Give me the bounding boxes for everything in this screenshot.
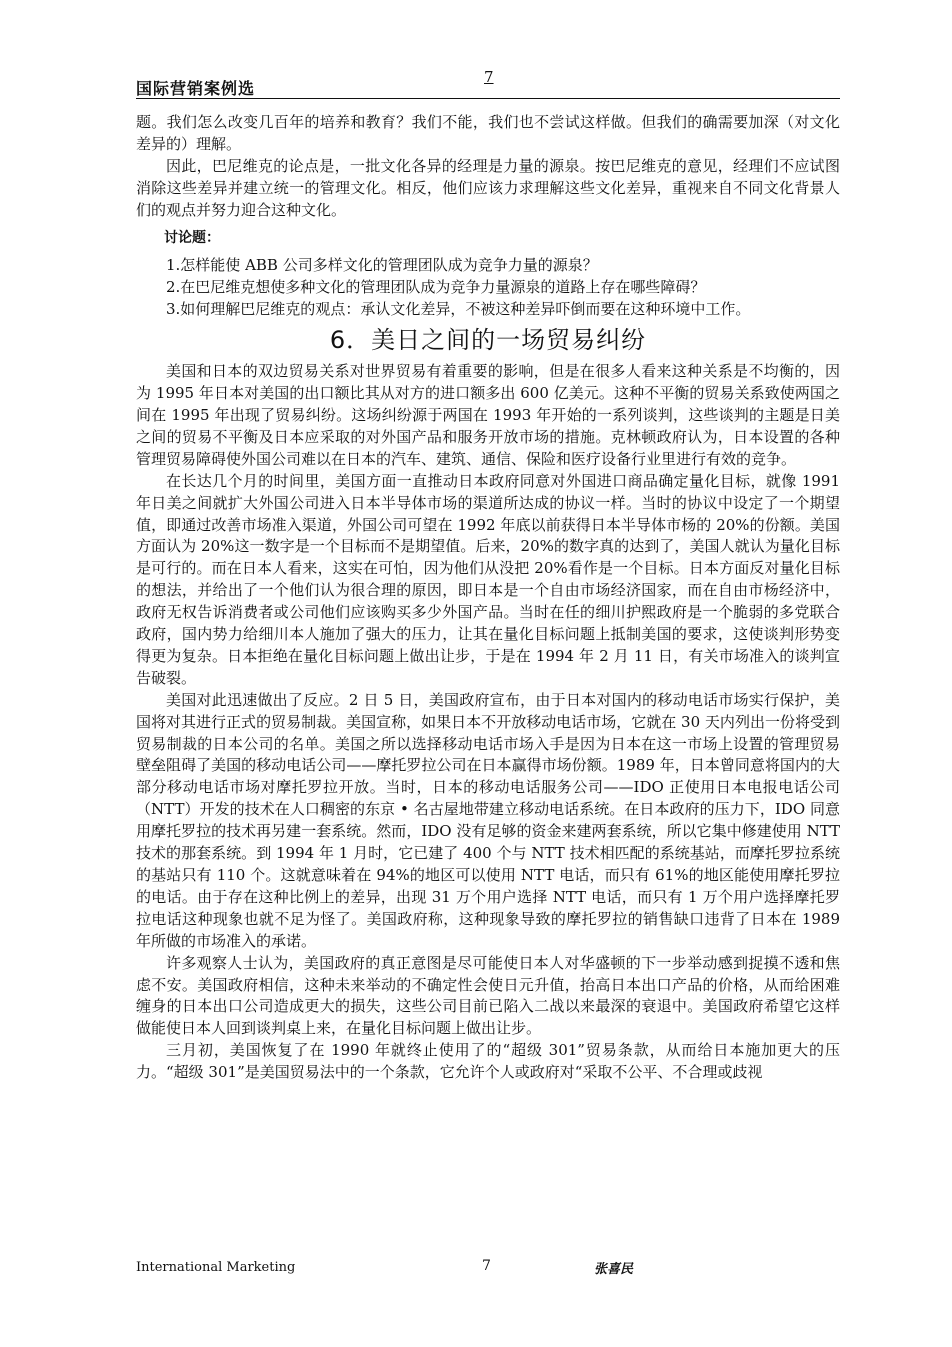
section-paragraph: 许多观察人士认为，美国政府的真正意图是尽可能使日本人对华盛顿的下一步举动感到捉摸不透和焦虑不安。美国政府相信，这种未来举动的不确定性会使日元升值，抬高日本出口产品的价格，从而给困难缠身的日本出口公司造成更大的损失，这些公司目前已陷入二战以来最深的衰退中。美国政府希望它这样做能使日本人回到谈判桌上来，在量化目标问题上做出让步。 (136, 953, 840, 1038)
section-paragraph: 美国和日本的双边贸易关系对世界贸易有着重要的影响，但是在很多人看来这种关系是不均衡的，因为 1995 年日本对美国的出口额比其从对方的进口额多出 600 亿美元。这种不平衡的贸易关系致使两国之间在 1995 年出现了贸易纠纷。这场纠纷源于两国在 1993 年开始的一系列谈判，这些谈判的主题是日美之间的贸易不平衡及日本应采取的对外国产品和服务开放市场的措施。克林顿政府认为，日本设置的各种管理贸易障碍使外国公司难以在日本的汽车、建筑、通信、保险和医疗设备行业里进行有效的竞争。 (136, 362, 840, 468)
section-paragraph: 美国对此迅速做出了反应。2 日 5 日，美国政府宣布，由于日本对国内的移动电话市场实行保护，美国将对其进行正式的贸易制裁。美国宣称，如果日本不开放移动电话市场，它就在 30 天内列出一份将受到贸易制裁的日本公司的名单。美国之所以选择移动电话市场入手是因为日本在这一市场上设置的管理贸易壁垒阻碍了美国的移动电话公司——摩托罗拉公司在日本赢得市场份额。1989 年，日本曾同意将国内的大部分移动电话市场对摩托罗拉开放。当时，日本的移动电话服务公司——IDO 正使用日本电报电话公司（NTT）开发的技术在人口稠密的东京 • 名古屋地带建立移动电话系统。在日本政府的压力下，IDO 同意用摩托罗拉的技术再另建一套系统。然而，IDO 没有足够的资金来建两套系统，所以它集中修建使用 NTT 技术的那套系统。到 1994 年 1 月时，它已建了 400 个与 NTT 技术相匹配的系统基站，而摩托罗拉系统的基站只有 110 个。这就意味着在 94%的地区可以使用 NTT 电话，而只有 61%的地区能使用摩托罗拉的电话。由于存在这种比例上的差异，出现 31 万个用户选择 NTT 电话，而只有 1 万个用户选择摩托罗拉电话这种现象也就不足为怪了。美国政府称，这种现象导致的摩托罗拉的销售缺口违背了日本在 1989 年所做的市场准入的承诺。 (136, 690, 840, 950)
page-footer (136, 1260, 840, 1280)
body-paragraph: 因此，巴尼维克的论点是，一批文化各异的经理是力量的源泉。按巴尼维克的意见，经理们不应试图消除这些差异并建立统一的管理文化。相反，他们应该力求理解这些文化差异，重视来自不同文化背景人们的观点并努力迎合这种文化。 (136, 156, 840, 219)
footer-signature: 张喜民 (594, 1262, 634, 1277)
footer-book-title: International Marketing (136, 1260, 296, 1275)
section-paragraph: 三月初，美国恢复了在 1990 年就终止使用了的“超级 301”贸易条款，从而给日本施加更大的压力。“超级 301”是美国贸易法中的一个条款，它允许个人或政府对“采取不公平、不合理或歧视 (136, 1041, 840, 1082)
discussion-question: 3.如何理解巴尼维克的观点：承认文化差异，不被这种差异吓倒而要在这种环境中工作。 (166, 300, 751, 319)
page-body (136, 112, 840, 1084)
header-title: 国际营销案例选 (136, 79, 256, 98)
section-title: 6．美日之间的一场贸易纠纷 (329, 326, 647, 355)
footer-page-number: 7 (482, 1258, 491, 1274)
discussion-question: 1.怎样能使 ABB 公司多样文化的管理团队成为竞争力量的源泉？ (166, 256, 598, 275)
section-paragraph: 在长达几个月的时间里，美国方面一直推动日本政府同意对外国进口商品确定量化目标，就像 1991 年日美之间就扩大外国公司进入日本半导体市场的渠道所达成的协议一样。当时的协议中设定了一个期望值，即通过改善市场准入渠道，外国公司可望在 1992 年底以前获得日本半导体市杨的 20%的份额。美国方面认为 20%这一数字是一个目标而不是期望值。后来，20%的数字真的达到了，美国人就认为量化目标是可行的。而在日本人看来，这实在可怕，因为他们从没把 20%看作是一个目标。日本方面反对量化目标的想法，并给出了一个他们认为很合理的原因，即日本是一个自由市场经济国家，而在自由市杨经济中，政府无权告诉消费者或公司他们应该购买多少外国产品。当时在任的细川护熙政府是一个脆弱的多党联合政府，国内势力给细川本人施加了强大的压力，让其在量化目标问题上抵制美国的要求，这使谈判形势变得更为复杂。日本拒绝在量化目标问题上做出让步，于是在 1994 年 2 月 11 日，有关市场准入的谈判宣告破裂。 (136, 471, 840, 687)
discussion-title: 讨论题： (164, 229, 220, 246)
header-page-number: 7 (484, 68, 494, 86)
discussion-question: 2.在巴尼维克想使多种文化的管理团队成为竞争力量源泉的道路上存在哪些障碍？ (166, 278, 706, 297)
body-paragraph: 题。我们怎么改变几百年的培养和教育？我们不能，我们也不尝试这样做。但我们的确需要加深（对文化差异的）理解。 (136, 113, 840, 153)
page-header (136, 68, 840, 99)
